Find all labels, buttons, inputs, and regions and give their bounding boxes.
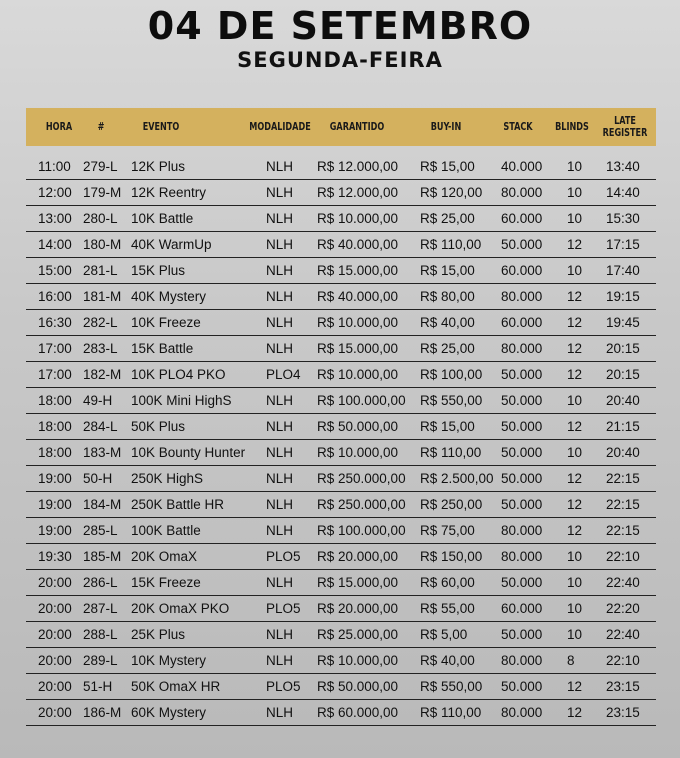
cell-event-name: 20K OmaX PKO	[131, 601, 230, 616]
cell-event-name: 100K Battle	[131, 523, 201, 538]
cell-event-number: 185-M	[83, 549, 122, 564]
cell-modality: NLH	[266, 575, 294, 590]
cell-event-name: 250K HighS	[131, 471, 204, 486]
cell-time: 19:00	[38, 471, 72, 486]
cell-modality: NLH	[266, 705, 294, 720]
cell-blinds: 10	[567, 185, 583, 200]
cell-stack: 40.000	[501, 159, 543, 174]
cell-blinds: 12	[567, 289, 583, 304]
cell-blinds: 10	[567, 445, 583, 460]
table-row	[26, 258, 656, 284]
cell-event-name: 250K Battle HR	[131, 497, 225, 512]
column-header-late-register	[600, 108, 649, 146]
cell-guaranteed: R$ 10.000,00	[317, 315, 399, 330]
cell-event-number: 279-L	[83, 159, 118, 174]
cell-time: 16:30	[38, 315, 72, 330]
cell-time: 11:00	[38, 159, 71, 174]
cell-blinds: 10	[567, 211, 583, 226]
table-row	[26, 388, 656, 414]
table-row	[26, 232, 656, 258]
cell-late-register: 22:15	[606, 471, 640, 486]
table-row	[26, 570, 656, 596]
cell-stack: 60.000	[501, 263, 543, 278]
cell-modality: PLO5	[266, 601, 301, 616]
cell-modality: NLH	[266, 263, 294, 278]
cell-stack: 80.000	[501, 549, 543, 564]
cell-buy-in: R$ 110,00	[420, 445, 482, 460]
table-row	[26, 206, 656, 232]
cell-blinds: 12	[567, 705, 583, 720]
cell-event-number: 280-L	[83, 211, 118, 226]
cell-guaranteed: R$ 100.000,00	[317, 393, 406, 408]
cell-guaranteed: R$ 20.000,00	[317, 549, 399, 564]
table-row	[26, 622, 656, 648]
cell-buy-in: R$ 80,00	[420, 289, 475, 304]
cell-modality: NLH	[266, 653, 294, 668]
cell-late-register: 19:45	[606, 315, 640, 330]
cell-stack: 50.000	[501, 679, 543, 694]
cell-late-register: 20:40	[606, 445, 640, 460]
table-row	[26, 700, 656, 726]
column-header-garantido: GARANTIDO	[329, 120, 385, 133]
cell-event-name: 25K Plus	[131, 627, 186, 642]
cell-late-register: 23:15	[606, 679, 640, 694]
cell-event-number: 285-L	[83, 523, 118, 538]
cell-late-register: 20:15	[606, 367, 640, 382]
cell-stack: 80.000	[501, 185, 543, 200]
cell-stack: 50.000	[501, 367, 543, 382]
cell-blinds: 10	[567, 159, 583, 174]
cell-event-name: 20K OmaX	[131, 549, 198, 564]
cell-event-number: 186-M	[83, 705, 122, 720]
table-row	[26, 180, 656, 206]
cell-modality: NLH	[266, 315, 294, 330]
cell-late-register: 23:15	[606, 705, 640, 720]
cell-event-name: 50K OmaX HR	[131, 679, 221, 694]
cell-buy-in: R$ 55,00	[420, 601, 475, 616]
cell-modality: NLH	[266, 341, 294, 356]
cell-blinds: 12	[567, 419, 583, 434]
cell-event-name: 40K WarmUp	[131, 237, 212, 252]
cell-time: 19:00	[38, 523, 72, 538]
column-header-modalidade: MODALIDADE	[249, 120, 311, 133]
table-row	[26, 336, 656, 362]
cell-late-register: 20:40	[606, 393, 640, 408]
cell-guaranteed: R$ 50.000,00	[317, 419, 399, 434]
cell-stack: 50.000	[501, 471, 543, 486]
cell-time: 17:00	[38, 341, 72, 356]
cell-event-number: 181-M	[83, 289, 122, 304]
cell-blinds: 8	[567, 653, 575, 668]
cell-modality: NLH	[266, 627, 294, 642]
cell-event-number: 182-M	[83, 367, 122, 382]
cell-buy-in: R$ 40,00	[420, 315, 475, 330]
cell-late-register: 20:15	[606, 341, 640, 356]
cell-event-number: 289-L	[83, 653, 118, 668]
cell-time: 19:30	[38, 549, 72, 564]
cell-late-register: 15:30	[606, 211, 640, 226]
cell-blinds: 12	[567, 497, 583, 512]
cell-late-register: 19:15	[606, 289, 640, 304]
cell-late-register: 21:15	[606, 419, 640, 434]
cell-stack: 80.000	[501, 705, 543, 720]
cell-guaranteed: R$ 20.000,00	[317, 601, 399, 616]
cell-stack: 50.000	[501, 445, 543, 460]
cell-late-register: 22:40	[606, 627, 640, 642]
cell-buy-in: R$ 110,00	[420, 237, 482, 252]
cell-stack: 80.000	[501, 341, 543, 356]
cell-modality: NLH	[266, 185, 294, 200]
cell-event-name: 10K Mystery	[131, 653, 207, 668]
cell-time: 20:00	[38, 679, 72, 694]
cell-time: 17:00	[38, 367, 72, 382]
cell-blinds: 10	[567, 263, 583, 278]
cell-modality: NLH	[266, 523, 294, 538]
cell-guaranteed: R$ 40.000,00	[317, 289, 399, 304]
page-title: 04 DE SETEMBRO	[147, 4, 533, 48]
cell-buy-in: R$ 250,00	[420, 497, 483, 512]
cell-late-register: 13:40	[606, 159, 640, 174]
cell-stack: 60.000	[501, 211, 543, 226]
cell-guaranteed: R$ 12.000,00	[317, 159, 399, 174]
cell-event-name: 12K Plus	[131, 159, 186, 174]
cell-blinds: 12	[567, 367, 583, 382]
cell-event-number: 284-L	[83, 419, 118, 434]
cell-modality: PLO4	[266, 367, 301, 382]
cell-time: 20:00	[38, 627, 72, 642]
cell-event-number: 183-M	[83, 445, 122, 460]
cell-event-number: 49-H	[83, 393, 113, 408]
cell-stack: 80.000	[501, 523, 543, 538]
cell-blinds: 10	[567, 627, 583, 642]
cell-stack: 50.000	[501, 419, 543, 434]
cell-blinds: 12	[567, 523, 583, 538]
cell-guaranteed: R$ 15.000,00	[317, 341, 399, 356]
cell-event-name: 50K Plus	[131, 419, 186, 434]
cell-event-name: 10K PLO4 PKO	[131, 367, 226, 382]
cell-stack: 60.000	[501, 601, 543, 616]
cell-modality: NLH	[266, 393, 294, 408]
cell-blinds: 10	[567, 575, 583, 590]
late-register-line2: REGISTER	[602, 126, 648, 139]
late-register-line1: LATE	[614, 114, 636, 127]
cell-event-name: 10K Bounty Hunter	[131, 445, 246, 460]
cell-event-number: 288-L	[83, 627, 118, 642]
table-row	[26, 544, 656, 570]
cell-time: 15:00	[38, 263, 72, 278]
cell-guaranteed: R$ 50.000,00	[317, 679, 399, 694]
table-row	[26, 284, 656, 310]
cell-stack: 50.000	[501, 393, 543, 408]
cell-late-register: 17:15	[606, 237, 640, 252]
cell-stack: 80.000	[501, 289, 543, 304]
table-row	[26, 492, 656, 518]
cell-event-number: 281-L	[83, 263, 118, 278]
cell-buy-in: R$ 100,00	[420, 367, 483, 382]
table-row	[26, 466, 656, 492]
cell-blinds: 12	[567, 679, 583, 694]
cell-event-number: 179-M	[83, 185, 122, 200]
table-row	[26, 310, 656, 336]
cell-guaranteed: R$ 250.000,00	[317, 471, 406, 486]
cell-guaranteed: R$ 250.000,00	[317, 497, 406, 512]
cell-modality: NLH	[266, 445, 294, 460]
table-row	[26, 362, 656, 388]
cell-buy-in: R$ 550,00	[420, 679, 483, 694]
schedule-table	[26, 154, 656, 726]
column-header-stack: STACK	[503, 120, 533, 133]
cell-guaranteed: R$ 10.000,00	[317, 367, 399, 382]
cell-modality: NLH	[266, 497, 294, 512]
cell-time: 19:00	[38, 497, 72, 512]
cell-stack: 80.000	[501, 653, 543, 668]
cell-blinds: 12	[567, 237, 583, 252]
cell-blinds: 10	[567, 549, 583, 564]
table-row	[26, 414, 656, 440]
cell-event-name: 15K Freeze	[131, 575, 201, 590]
cell-modality: NLH	[266, 237, 294, 252]
cell-guaranteed: R$ 60.000,00	[317, 705, 399, 720]
cell-late-register: 14:40	[606, 185, 640, 200]
cell-guaranteed: R$ 15.000,00	[317, 263, 399, 278]
cell-event-number: 286-L	[83, 575, 118, 590]
cell-late-register: 22:40	[606, 575, 640, 590]
cell-time: 13:00	[38, 211, 72, 226]
cell-buy-in: R$ 25,00	[420, 341, 475, 356]
table-row	[26, 596, 656, 622]
cell-modality: PLO5	[266, 679, 301, 694]
cell-buy-in: R$ 120,00	[420, 185, 483, 200]
table-row	[26, 518, 656, 544]
cell-event-name: 15K Battle	[131, 341, 194, 356]
cell-event-number: 184-M	[83, 497, 122, 512]
cell-guaranteed: R$ 25.000,00	[317, 627, 399, 642]
cell-buy-in: R$ 60,00	[420, 575, 475, 590]
column-header-number: #	[97, 120, 105, 133]
cell-guaranteed: R$ 12.000,00	[317, 185, 399, 200]
cell-blinds: 10	[567, 393, 583, 408]
cell-buy-in: R$ 15,00	[420, 419, 475, 434]
cell-event-number: 180-M	[83, 237, 122, 252]
cell-buy-in: R$ 15,00	[420, 263, 475, 278]
cell-time: 14:00	[38, 237, 72, 252]
column-header-hora: HORA	[45, 120, 73, 133]
cell-modality: NLH	[266, 211, 294, 226]
cell-buy-in: R$ 15,00	[420, 159, 475, 174]
cell-time: 18:00	[38, 445, 72, 460]
cell-stack: 50.000	[501, 497, 543, 512]
cell-event-name: 60K Mystery	[131, 705, 207, 720]
cell-stack: 50.000	[501, 237, 543, 252]
cell-guaranteed: R$ 10.000,00	[317, 211, 399, 226]
cell-event-name: 12K Reentry	[131, 185, 207, 200]
cell-event-name: 15K Plus	[131, 263, 186, 278]
cell-event-name: 40K Mystery	[131, 289, 207, 304]
cell-guaranteed: R$ 15.000,00	[317, 575, 399, 590]
cell-blinds: 12	[567, 471, 583, 486]
cell-time: 18:00	[38, 393, 72, 408]
column-header-buyin: BUY-IN	[430, 120, 462, 133]
cell-time: 16:00	[38, 289, 72, 304]
cell-event-name: 10K Battle	[131, 211, 194, 226]
table-row	[26, 154, 656, 180]
cell-buy-in: R$ 75,00	[420, 523, 475, 538]
cell-time: 20:00	[38, 575, 72, 590]
cell-event-number: 287-L	[83, 601, 118, 616]
cell-event-number: 282-L	[83, 315, 118, 330]
cell-modality: NLH	[266, 289, 294, 304]
cell-event-number: 50-H	[83, 471, 113, 486]
cell-time: 20:00	[38, 653, 72, 668]
cell-late-register: 22:10	[606, 653, 640, 668]
cell-modality: NLH	[266, 419, 294, 434]
cell-time: 18:00	[38, 419, 72, 434]
cell-blinds: 10	[567, 601, 583, 616]
cell-late-register: 22:15	[606, 523, 640, 538]
cell-guaranteed: R$ 40.000,00	[317, 237, 399, 252]
table-row	[26, 674, 656, 700]
cell-blinds: 12	[567, 315, 583, 330]
table-row	[26, 648, 656, 674]
cell-blinds: 12	[567, 341, 583, 356]
cell-stack: 60.000	[501, 315, 543, 330]
cell-event-name: 100K Mini HighS	[131, 393, 232, 408]
table-header	[26, 108, 656, 146]
cell-late-register: 22:15	[606, 497, 640, 512]
cell-guaranteed: R$ 10.000,00	[317, 445, 399, 460]
table-row	[26, 440, 656, 466]
page-subtitle: SEGUNDA-FEIRA	[237, 48, 443, 72]
cell-buy-in: R$ 2.500,00	[420, 471, 494, 486]
cell-buy-in: R$ 25,00	[420, 211, 475, 226]
cell-late-register: 22:10	[606, 549, 640, 564]
cell-stack: 50.000	[501, 575, 543, 590]
cell-event-number: 51-H	[83, 679, 113, 694]
cell-buy-in: R$ 40,00	[420, 653, 475, 668]
cell-stack: 50.000	[501, 627, 543, 642]
cell-guaranteed: R$ 10.000,00	[317, 653, 399, 668]
cell-buy-in: R$ 150,00	[420, 549, 483, 564]
cell-time: 12:00	[38, 185, 72, 200]
column-header-evento: EVENTO	[142, 120, 180, 133]
cell-event-number: 283-L	[83, 341, 118, 356]
cell-time: 20:00	[38, 601, 72, 616]
cell-buy-in: R$ 110,00	[420, 705, 482, 720]
cell-modality: PLO5	[266, 549, 301, 564]
cell-late-register: 17:40	[606, 263, 640, 278]
cell-modality: NLH	[266, 159, 294, 174]
cell-modality: NLH	[266, 471, 294, 486]
column-header-blinds: BLINDS	[555, 120, 589, 133]
cell-time: 20:00	[38, 705, 72, 720]
cell-guaranteed: R$ 100.000,00	[317, 523, 406, 538]
cell-event-name: 10K Freeze	[131, 315, 201, 330]
cell-late-register: 22:20	[606, 601, 640, 616]
cell-buy-in: R$ 550,00	[420, 393, 483, 408]
cell-buy-in: R$ 5,00	[420, 627, 468, 642]
